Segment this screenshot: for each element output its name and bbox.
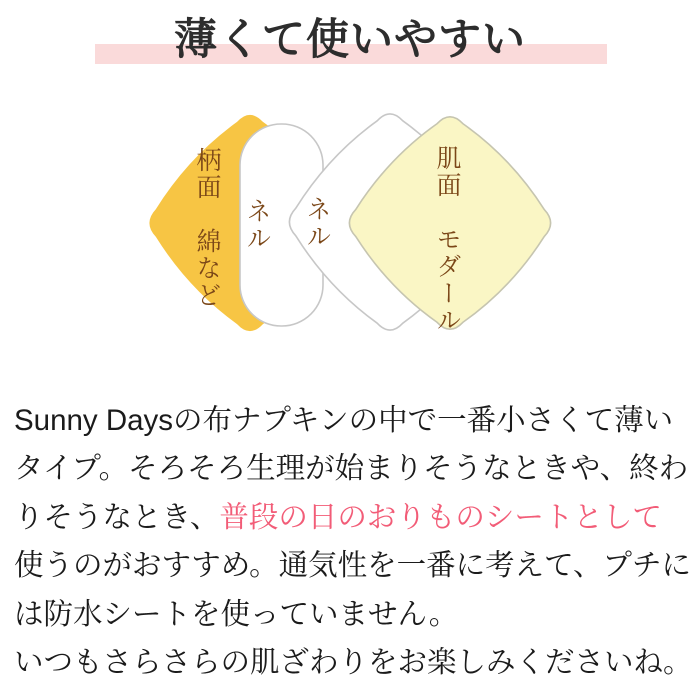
layer-label-pattern-side: 柄面 綿など [193,147,221,309]
highlight-text: 普段の日のおりものシートとして [219,500,662,534]
body-line: Sunny Daysの布ナプキンの中で一番小さくて薄い [14,404,674,437]
page-title: 薄くて使いやすい [174,16,526,64]
body-line [14,494,694,542]
description-text [14,397,694,687]
body-line-plain-text: りそうなとき、 [14,500,220,534]
layer-label-flannel-2: ネル [303,196,331,250]
body-line: タイプ。そろそろ生理が始まりそうなときや、終わ [14,452,689,486]
layer-label-flannel-1: ネル [243,198,271,252]
body-line: 使うのがおすすめ。通気性を一番に考えて、プチに [14,549,692,583]
layer-label-skin-side: 肌面 モダール [433,145,461,334]
body-line: いつもさらさらの肌ざわりをお楽しみくださいね。 [14,646,693,680]
body-line: は防水シートを使っていません。 [14,597,459,631]
